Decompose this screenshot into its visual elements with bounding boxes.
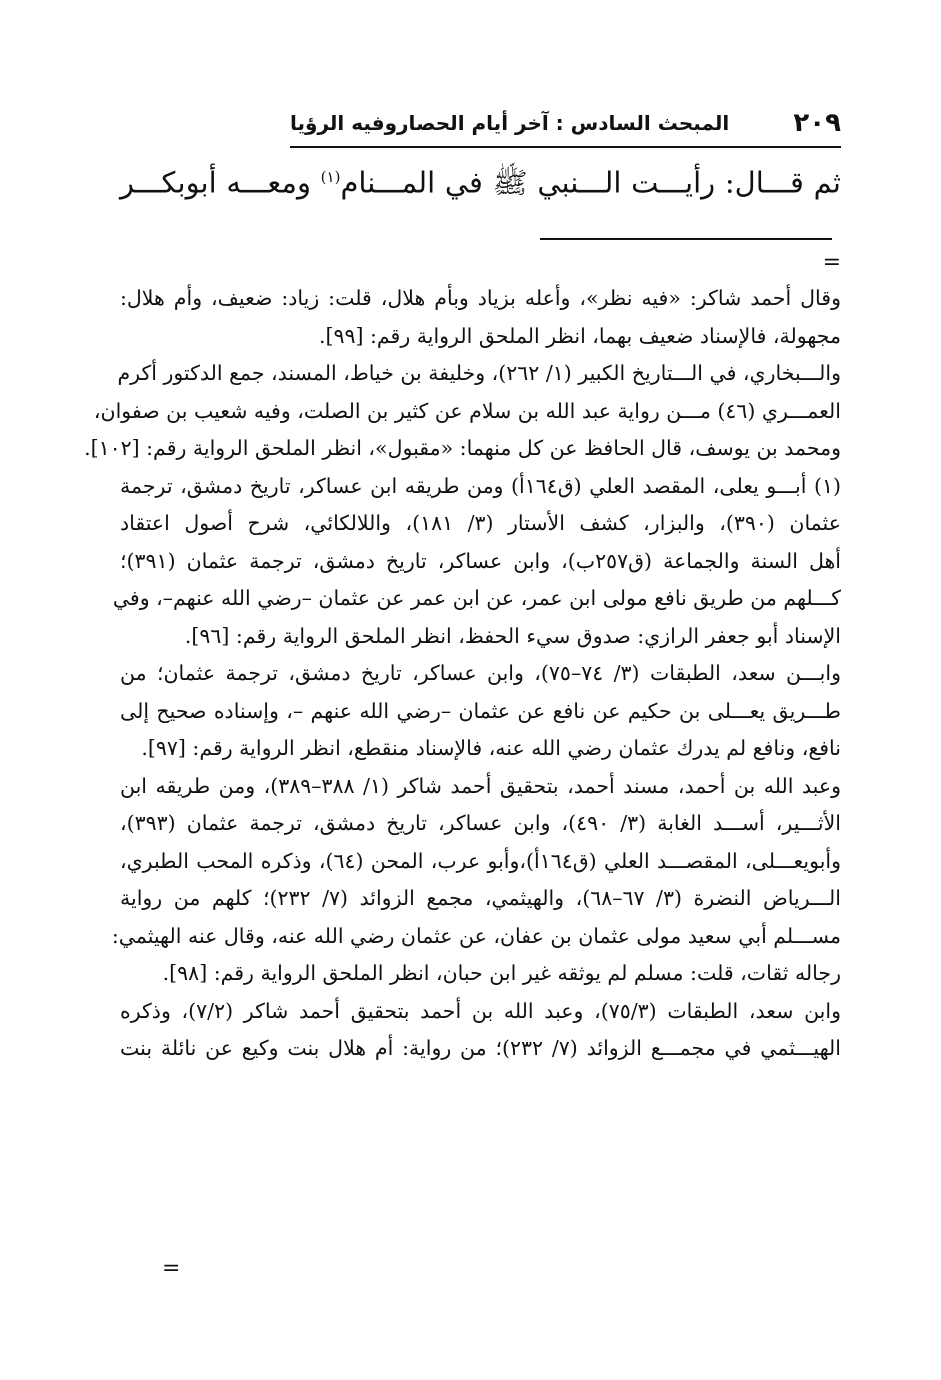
header-rule	[290, 146, 841, 148]
footnote-separator	[540, 238, 832, 240]
footnote-line: العمـــري (٤٦) مـــن رواية عبد الله بن سلام عن كثير بن الصلت، وفيه شعيب بن صفوان،	[93, 398, 841, 423]
footnote-line: وعبد الله بن أحمد، مسند أحمد، بتحقيق أحمد شاكر (١/ ٣٨٨–٣٨٩)، ومن طريقه ابن	[120, 773, 841, 798]
footnote-line: الإسناد أبو جعفر الرازي: صدوق سيء الحفظ، انظر الملحق الرواية رقم: [٩٦].	[184, 623, 841, 648]
footnote-line: وابن سعد، الطبقات (٧٥/٣)، وعبد الله بن أحمد بتحقيق أحمد شاكر (٧/٢)، وذكره	[120, 998, 841, 1023]
running-head: المبحث السادس : آخر أيام الحصاروفيه الرؤيا	[290, 111, 730, 135]
page-header	[290, 108, 841, 142]
footnote-line: الـــرياض النضرة (٣/ ٦٧–٦٨)، والهيثمي، مجمع الزوائد (٧/ ٢٣٢)؛ كلهم من رواية	[120, 886, 841, 910]
footnote-line: والـــبخاري، في الـــتاريخ الكبير (١/ ٢٦٢)، وخليفة بن خياط، المسند، جمع الدكتور أكرم	[117, 361, 841, 385]
footnote-line: كـــلهم من طريق نافع مولى ابن عمر، عن ابن عمر عن عثمان –رضي الله عنهم–، وفي	[112, 586, 841, 610]
footnote-line: وابـــن سعد، الطبقات (٣/ ٧٤–٧٥)، وابن عساكر، تاريخ دمشق، ترجمة عثمان؛ من	[120, 661, 841, 685]
footnote-reference: (١)	[320, 168, 341, 186]
continuation-mark-bottom: =	[162, 1256, 181, 1281]
footnote-line: وقال أحمد شاكر: «فيه نظر»، وأعله بزياد وبأم هلال، قلت: زياد: ضعيف، وأم هلال:	[120, 286, 841, 310]
page-number: ٢٠٩	[793, 108, 841, 138]
footnote-line: عثمان (٣٩٠)، والبزار، كشف الأستار (٣/ ١٨١)، واللالكائي، شرح أصول اعتقاد	[120, 511, 841, 535]
footnote-line: مســـلم أبي سعيد مولى عثمان بن عفان، عن عثمان رضي الله عنه، وقال عنه الهيثمي:	[111, 923, 841, 948]
main-text-after-note: ومعـــه أبوبكـــر	[120, 165, 321, 200]
footnote-line: رجاله ثقات، قلت: مسلم لم يوثقه غير ابن حبان، انظر الملحق الرواية رقم: [٩٨].	[162, 961, 841, 985]
footnote-line: (١) أبـــو يعلى، المقصد العلي (ق١٦٤أ) ومن طريقه ابن عساكر، تاريخ دمشق، ترجمة	[120, 473, 841, 498]
footnote-line: الأثـــير، أســـد الغابة (٣/ ٤٩٠)، وابن عساكر، تاريخ دمشق، ترجمة عثمان (٣٩٣)،	[120, 811, 841, 835]
main-text-before-note: ثم قـــال: رأيـــت الـــنبي ﷺ في المـــنام	[340, 165, 841, 200]
footnote-line: الهيـــثمي في مجمـــع الزوائد (٧/ ٢٣٢)؛ من رواية: أم هلال بنت وكيع عن نائلة بنت	[120, 1036, 841, 1060]
footnote-line: مجهولة، فالإسناد ضعيف بهما، انظر الملحق الرواية رقم: [٩٩].	[318, 323, 841, 348]
footnote-line: نافع، ونافع لم يدرك عثمان رضي الله عنه، فالإسناد منقطع، انظر الرواية رقم: [٩٧].	[141, 736, 841, 760]
main-text-line	[120, 152, 841, 208]
footnote-line: ومحمد بن يوسف، قال الحافظ عن كل منهما: «مقبول»، انظر الملحق الرواية رقم: [١٠٢].	[84, 436, 841, 460]
footnotes-block	[84, 280, 841, 1068]
footnote-line: وأبويعـــلى، المقصـــد العلي (ق١٦٤أ)،وأبو عرب، المحن (٦٤)، وذكره المحب الطبري،	[120, 848, 841, 873]
continuation-mark-top: =	[822, 250, 841, 275]
footnote-line: أهل السنة والجماعة (ق٢٥٧ب)، وابن عساكر، تاريخ دمشق، ترجمة عثمان (٣٩١)؛	[120, 548, 841, 573]
footnote-line: طـــريق يعـــلى بن حكيم عن نافع عن عثمان –رضي الله عنهم –، وإسناده صحيح إلى	[120, 698, 841, 723]
